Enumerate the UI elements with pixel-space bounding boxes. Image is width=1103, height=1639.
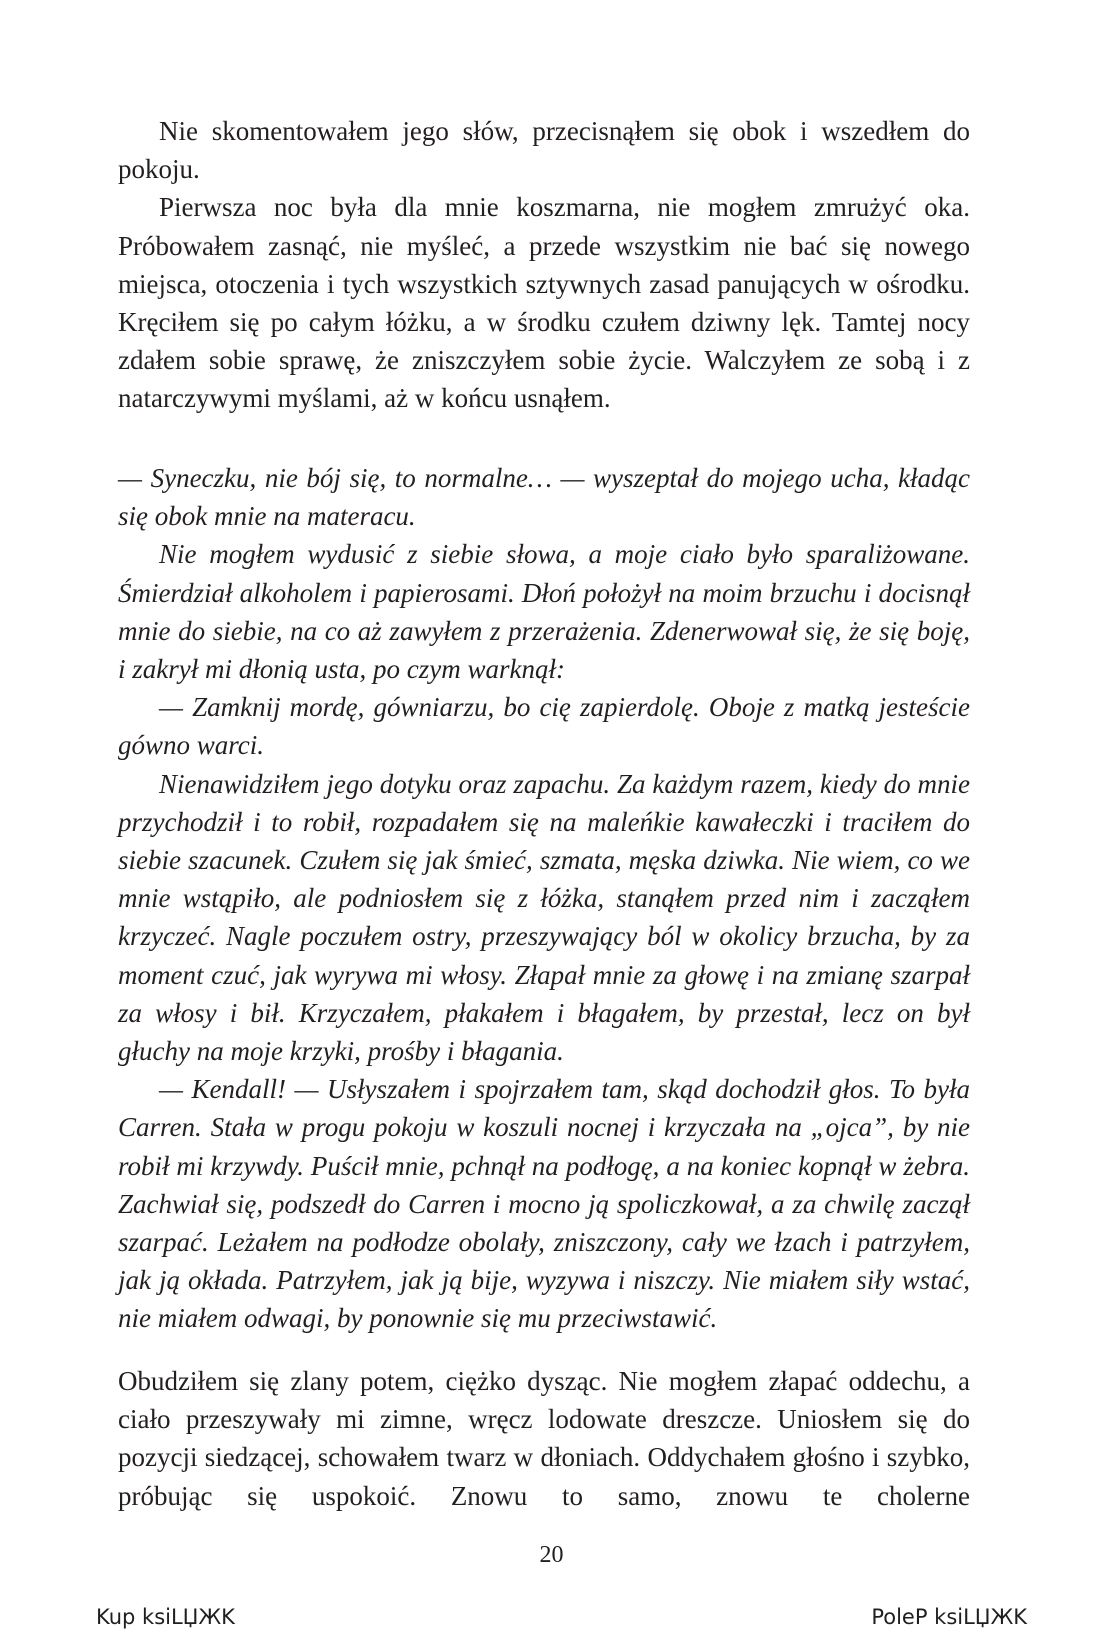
recommend-book-link[interactable]: PoleP ksiLЏЖK — [871, 1605, 1027, 1629]
dialogue-paragraph: — Syneczku, nie bój się, to normalne… — wyszeptał do mojego ucha, kładąc się obok mnie na materacu. — [118, 463, 970, 532]
buy-book-link[interactable]: Kup ksiLЏЖK — [96, 1605, 235, 1629]
dialogue-paragraph: — Kendall! — Usłyszałem i spojrzałem tam, skąd dochodził głos. To była Carren. Stała w progu pokoju w koszuli nocnej i krzyczała na „ojca”, by nie robił mi krzywdy. Puścił mnie, pchnął na podłogę, a na koniec kopnął w żebra. Zachwiał się, podszedł do Carren i mocno ją spoliczkował, a za chwilę zaczął szarpać. Leżałem na podłodze obolały, zniszczony, cały we łzach i patrzyłem, jak ją okłada. Patrzyłem, jak ją bije, wyzywa i niszczy. Nie miałem siły wstać, nie miałem odwagi, by ponownie się mu przeciwstawić. — [118, 1074, 970, 1334]
page-number: 20 — [539, 1542, 564, 1568]
paragraph: Obudziłem się zlany potem, ciężko dysząc. Nie mogłem złapać oddechu, a ciało przeszywały mi zimne, wręcz lodowate dreszcze. Uniosłem się do pozycji siedzącej, schowałem twarz w dłoniach. Oddychałem głośno i szybko, próbując się uspokoić. Znowu to samo, znowu te cholerne — [118, 1366, 970, 1511]
text-block-top — [118, 112, 970, 418]
paragraph: Nienawidziłem jego dotyku oraz zapachu. Za każdym razem, kiedy do mnie przychodził i to robił, rozpadałem się na maleńkie kawałeczki i traciłem do siebie szacunek. Czułem się jak śmieć, szmata, męska dziwka. Nie wiem, co we mnie wstąpiło, ale podniosłem się z łóżka, stanąłem przed nim i zacząłem krzyczeć. Nagle poczułem ostry, przeszywający ból w okolicy brzucha, by za moment czuć, jak wyrywa mi włosy. Złapał mnie za głowę i na zmianę szarpał za włosy i bił. Krzyczałem, płakałem i błagałem, by przestał, lecz on był głuchy na moje krzyki, prośby i błagania. — [118, 768, 970, 1067]
dialogue-paragraph: — Zamknij mordę, gówniarzu, bo cię zapierdolę. Oboje z matką jesteście gówno warci. — [118, 692, 970, 761]
text-block-dream — [118, 459, 970, 1338]
paragraph: Nie mogłem wydusić z siebie słowa, a moje ciało było sparaliżowane. Śmierdział alkoholem i papierosami. Dłoń położył na moim brzuchu i docisnął mnie do siebie, na co aż zawyłem z przerażenia. Zdenerwował się, że się boję, i zakrył mi dłonią usta, po czym warknął: — [118, 539, 970, 685]
paragraph: Nie skomentowałem jego słów, przecisnąłem się obok i wszedłem do pokoju. — [118, 116, 970, 185]
paragraph: Pierwsza noc była dla mnie koszmarna, nie mogłem zmrużyć oka. Próbowałem zasnąć, nie myśleć, a przede wszystkim nie bać się nowego miejsca, otoczenia i tych wszystkich sztywnych zasad panujących w ośrodku. Kręciłem się po całym łóżku, a w środku czułem dziwny lęk. Tamtej nocy zdałem sobie sprawę, że zniszczyłem sobie życie. Walczyłem ze sobą i z natarczywymi myślami, aż w końcu usnąłem. — [118, 192, 970, 414]
text-block-bottom — [118, 1362, 970, 1515]
